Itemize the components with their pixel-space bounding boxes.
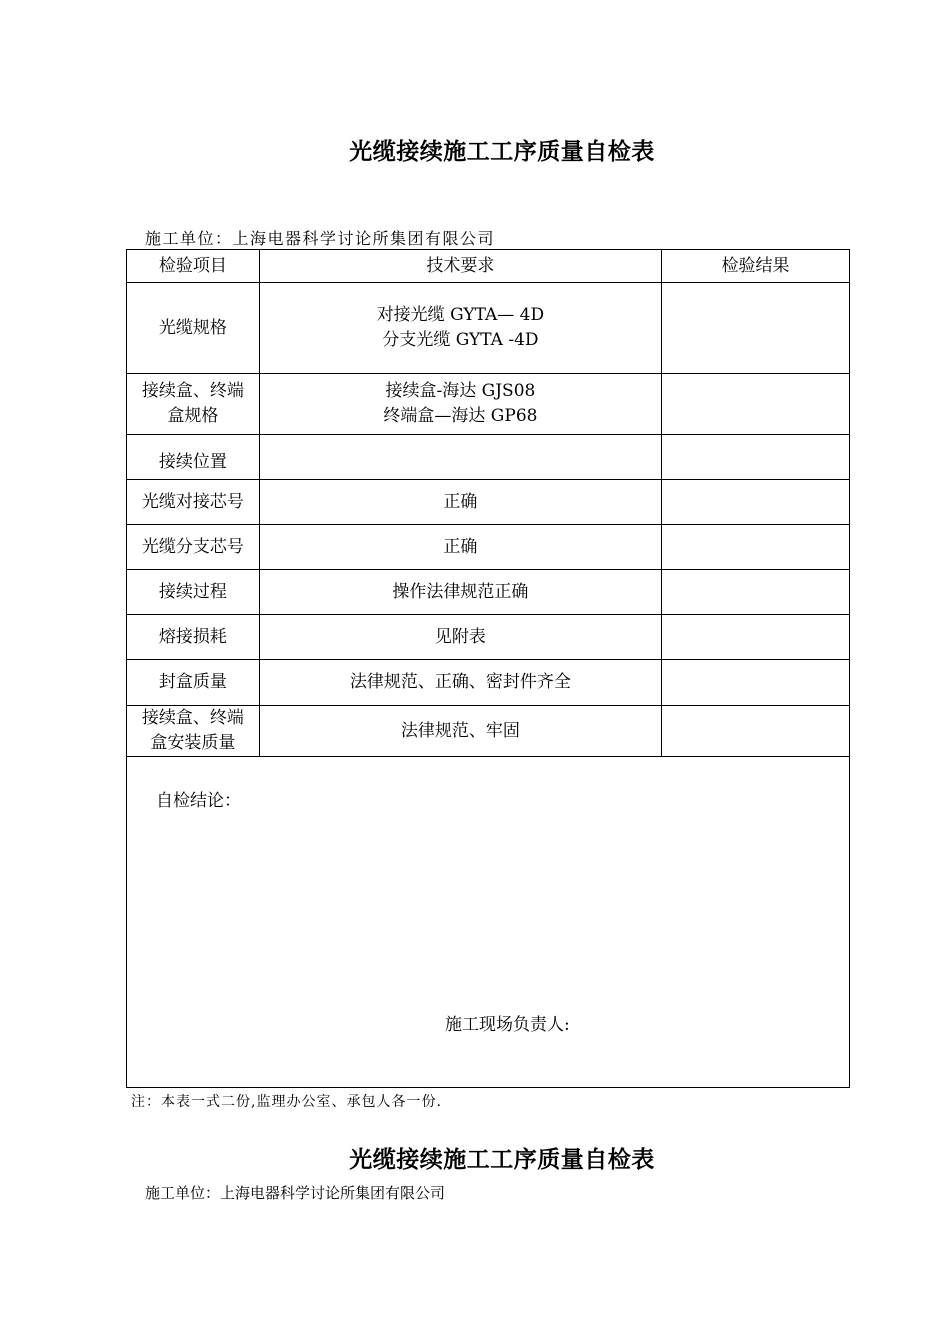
row-item [127,706,260,757]
table-row [127,660,850,706]
quality-check-table [126,249,850,1088]
table-row [127,615,850,660]
requirement-line: 对接光缆 GYTA— 4D [376,305,545,325]
result-cell[interactable] [662,283,850,374]
table-row [127,435,850,480]
table-row [127,706,850,757]
row-requirement: 正确 [259,480,661,525]
row-requirement: 正确 [259,525,661,570]
page-title: 光缆接续施工工序质量自检表 [349,138,655,165]
row-requirement [259,374,661,435]
result-cell[interactable] [662,435,850,480]
row-requirement [259,435,661,480]
row-requirement: 操作法律规范正确 [259,570,661,615]
second-construction-unit: 施工单位：上海电器科学讨论所集团有限公司 [145,1184,446,1202]
result-cell[interactable] [662,525,850,570]
conclusion-cell[interactable] [127,757,850,1088]
row-item: 接续位置 [127,435,260,480]
header-item: 检验项目 [127,250,260,283]
result-cell[interactable] [662,660,850,706]
row-requirement [259,283,661,374]
header-requirement: 技术要求 [259,250,661,283]
item-line: 盒规格 [167,406,219,426]
conclusion-row [127,757,850,1088]
requirement-line: 分支光缆 GYTA -4D [382,330,539,350]
result-cell[interactable] [662,615,850,660]
construction-unit: 施工单位：上海电器科学讨论所集团有限公司 [145,229,496,248]
item-line: 接续盒、终端 [141,708,244,728]
row-requirement: 法律规范、牢固 [259,706,661,757]
result-cell[interactable] [662,706,850,757]
requirement-line: 终端盒—海达 GP68 [383,406,538,426]
row-item: 光缆规格 [127,283,260,374]
table-row [127,525,850,570]
result-cell[interactable] [662,374,850,435]
footnote: 注：本表一式二份,监理办公室、承包人各一份. [131,1094,442,1110]
row-item: 封盒质量 [127,660,260,706]
requirement-line: 接续盒-海达 GJS08 [385,381,536,401]
header-result: 检验结果 [662,250,850,283]
row-item: 光缆对接芯号 [127,480,260,525]
row-requirement: 法律规范、正确、密封件齐全 [259,660,661,706]
item-line: 接续盒、终端 [141,381,244,401]
result-cell[interactable] [662,570,850,615]
table-row [127,480,850,525]
row-item: 接续过程 [127,570,260,615]
row-item: 熔接损耗 [127,615,260,660]
conclusion-label: 自检结论： [156,791,241,811]
row-item: 光缆分支芯号 [127,525,260,570]
second-page-title: 光缆接续施工工序质量自检表 [349,1146,655,1173]
item-line: 盒安装质量 [150,733,236,753]
table-header-row [127,250,850,283]
row-item [127,374,260,435]
table-row [127,374,850,435]
table-row [127,570,850,615]
result-cell[interactable] [662,480,850,525]
responsible-person-label: 施工现场负责人: [445,1015,570,1035]
table-row [127,283,850,374]
row-requirement: 见附表 [259,615,661,660]
